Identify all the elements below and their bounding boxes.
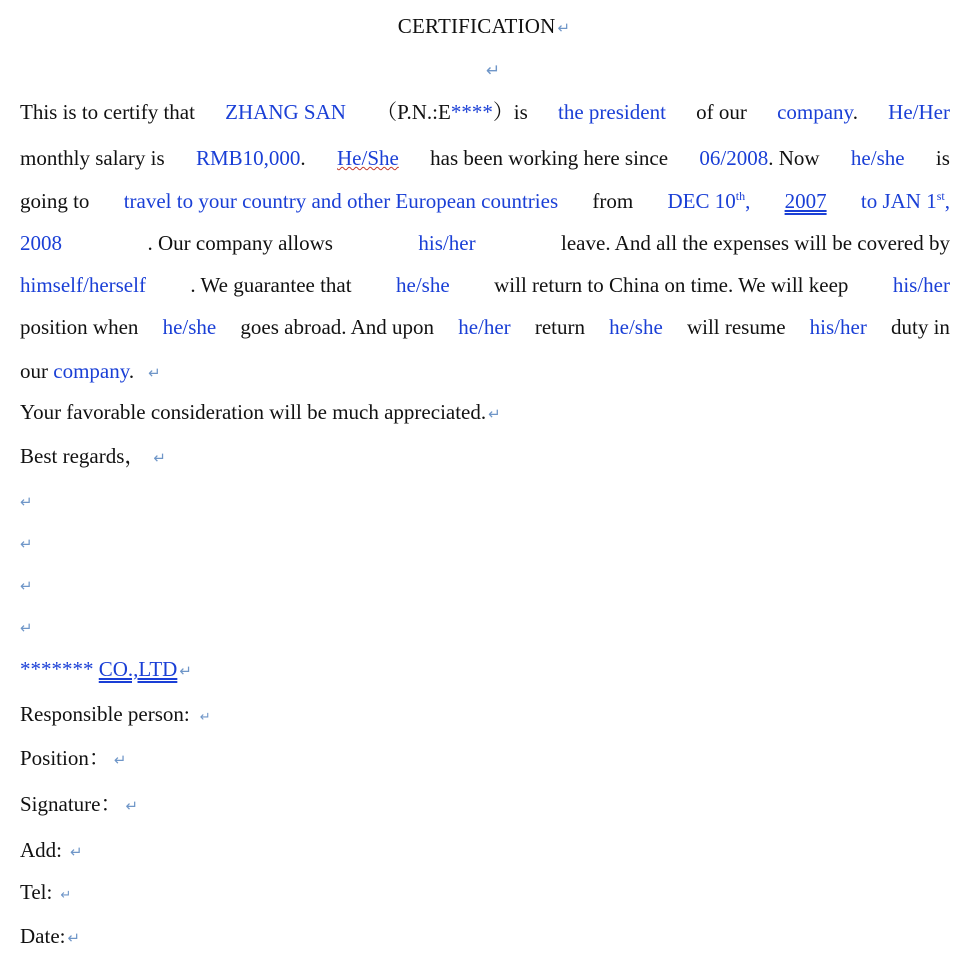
empty-paragraph-mark: ↵ xyxy=(20,577,33,595)
field-tel: Tel: ↵ xyxy=(20,880,72,904)
empty-paragraph-mark: ↵ xyxy=(20,535,33,553)
empty-paragraph-mark: ↵ xyxy=(20,619,33,637)
field-date: Date: ↵ xyxy=(20,924,81,948)
document-title: CERTIFICATION ↵ xyxy=(397,14,571,38)
best-regards: Best regards， ↵ xyxy=(20,444,166,468)
empty-paragraph-mark: ↵ xyxy=(486,61,501,81)
company-name: ******* CO.,LTD ↵ xyxy=(20,657,192,681)
body-line-2: monthly salary is RMB10,000. He/She has been working here since 06/2008. Now he/she is xyxy=(20,146,950,170)
body-line-6: position when he/she goes abroad. And upon he/her return he/she will resume his/her duty in xyxy=(20,315,950,339)
field-responsible-person: Responsible person: ↵ xyxy=(20,702,211,726)
field-position: Position： ↵ xyxy=(20,746,127,770)
empty-paragraph-mark: ↵ xyxy=(20,493,33,511)
closing-sentence: Your favorable consideration will be much appreciated. ↵ xyxy=(20,400,501,424)
body-line-3: going to travel to your country and other European countries from DEC 10th, 2007 to JAN 1st, xyxy=(20,189,950,213)
body-line-5: himself/herself . We guarantee that he/she will return to China on time. We will keep his/her xyxy=(20,273,950,297)
field-signature: Signature： ↵ xyxy=(20,792,139,816)
body-line-1: This is to certify that ZHANG SAN （P.N.:E****）is the president of our company. He/Her xyxy=(20,100,950,124)
body-line-7: our company. ↵ xyxy=(20,359,161,383)
field-address: Add: ↵ xyxy=(20,838,83,862)
body-line-4: 2008 . Our company allows his/her leave. And all the expenses will be covered by xyxy=(20,231,950,255)
